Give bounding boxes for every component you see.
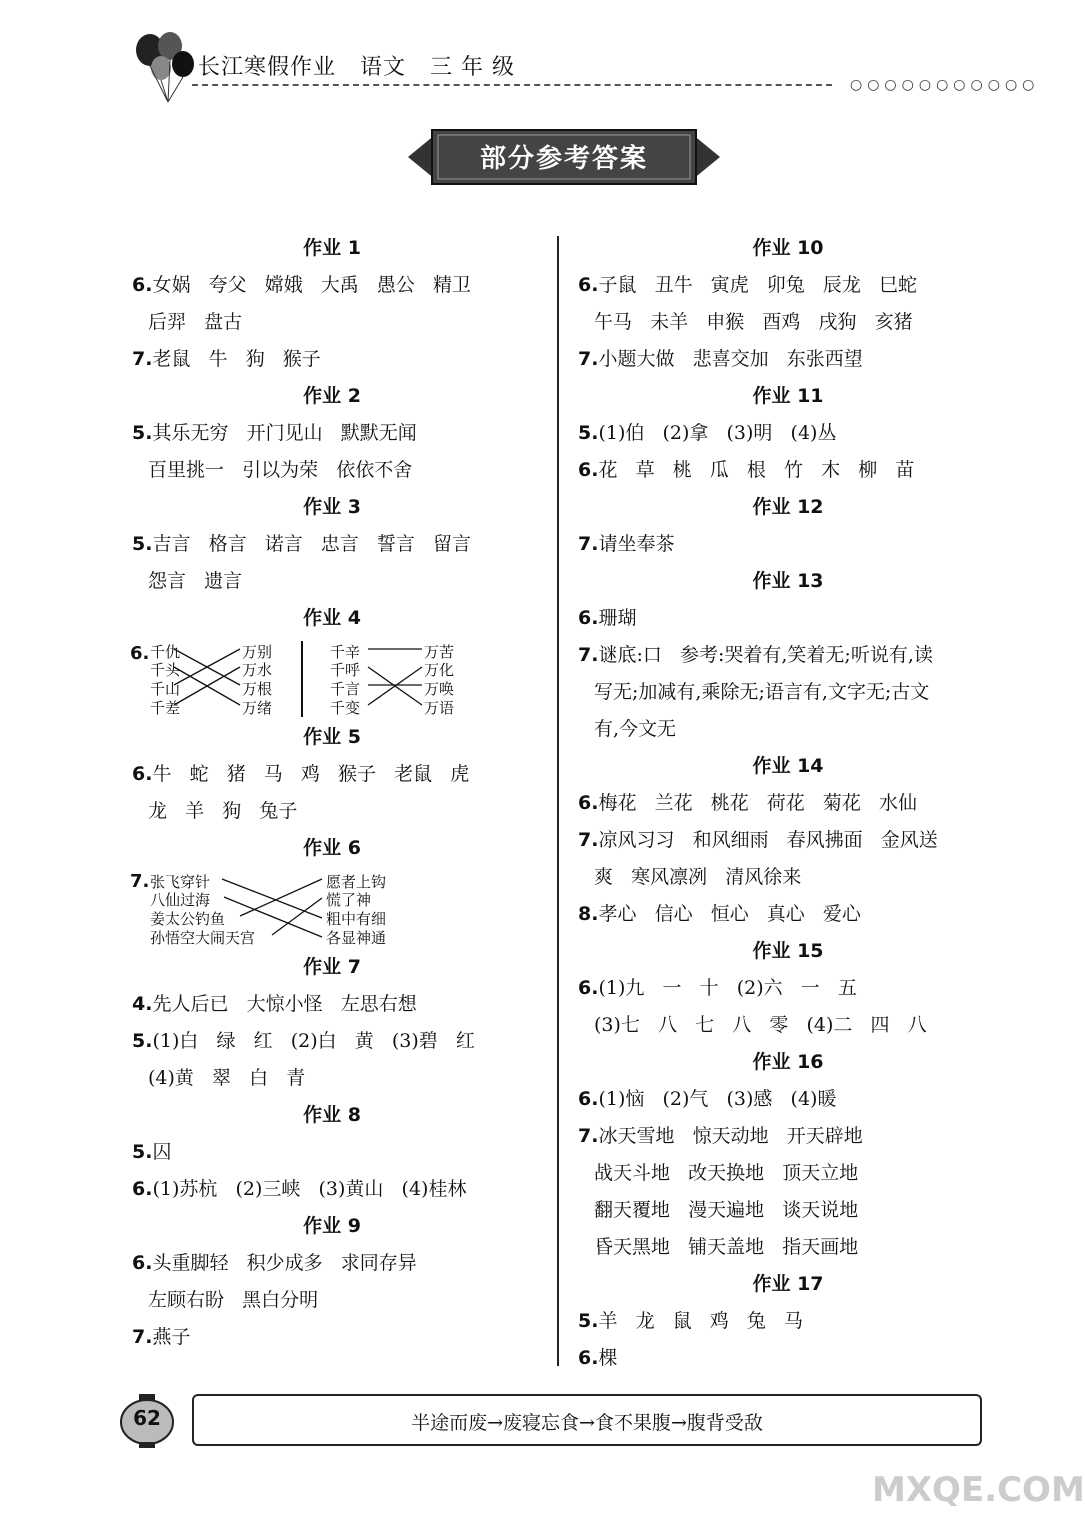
answer-line: 6.珊瑚 <box>578 607 637 629</box>
header-title: 长江寒假作业 语文 三 年 级 <box>198 55 515 80</box>
hw16-title: 作业 16 <box>752 1051 824 1073</box>
hw14-title: 作业 14 <box>752 755 824 777</box>
question-number: 6. <box>130 643 150 664</box>
hw3-title: 作业 3 <box>303 496 361 518</box>
hw2-title: 作业 2 <box>303 385 361 407</box>
hw4-matching <box>132 639 532 721</box>
answer-line: 7.燕子 <box>132 1326 191 1348</box>
match-item: 千山 <box>150 680 181 698</box>
answer-line: 6.花 草 桃 瓜 根 竹 木 柳 苗 <box>578 459 915 481</box>
answer-line: 龙 羊 狗 兔子 <box>148 800 298 822</box>
hw1-title: 作业 1 <box>303 237 361 259</box>
answer-line: 5.吉言 格言 诺言 忠言 誓言 留言 <box>132 533 472 555</box>
answer-line: 午马 未羊 申猴 酉鸡 戌狗 亥猪 <box>594 311 913 333</box>
match-item: 各显神通 <box>326 929 387 947</box>
match-item: 姜太公钓鱼 <box>150 910 226 928</box>
page-header <box>120 22 1040 102</box>
question-number: 7. <box>130 871 150 892</box>
answer-line: 写无;加减有,乘除无;语言有,文字无;古文 <box>594 681 930 703</box>
match-item: 万绪 <box>242 699 273 717</box>
answer-line: 6.(1)九 一 十 (2)六 一 五 <box>578 977 857 999</box>
hw10-title: 作业 10 <box>752 237 824 259</box>
match-item: 千仇 <box>150 643 181 661</box>
match-item: 万根 <box>242 680 273 698</box>
answer-line: 有,今文无 <box>594 718 677 740</box>
answer-line: 7.冰天雪地 惊天动地 开天辟地 <box>578 1125 863 1147</box>
hw4-title: 作业 4 <box>303 607 361 629</box>
hw8-title: 作业 8 <box>303 1104 361 1126</box>
answer-line: 4.先人后已 大惊小怪 左思右想 <box>132 993 417 1015</box>
answer-line: (4)黄 翠 白 青 <box>148 1067 306 1089</box>
answer-line: 5.(1)伯 (2)拿 (3)明 (4)丛 <box>578 422 837 444</box>
answer-line: 6.子鼠 丑牛 寅虎 卯兔 辰龙 巳蛇 <box>578 274 918 296</box>
answer-line: 爽 寒风凛冽 清风徐来 <box>594 866 802 888</box>
answer-line: 6.(1)苏杭 (2)三峡 (3)黄山 (4)桂林 <box>132 1178 467 1200</box>
answer-line: 6.棵 <box>578 1347 618 1369</box>
watermark: MXQE.COM <box>872 1470 1085 1510</box>
answer-line: 左顾右盼 黑白分明 <box>148 1289 319 1311</box>
match-item: 千变 <box>330 699 361 717</box>
right-column <box>578 232 998 1379</box>
header-dots: ○○○○○○○○○○○ <box>850 77 1040 93</box>
page-number-badge <box>118 1392 176 1450</box>
answer-line: 6.头重脚轻 积少成多 求同存异 <box>132 1252 417 1274</box>
answer-line: 7.凉风习习 和风细雨 春风拂面 金风送 <box>578 829 938 851</box>
hw6-title: 作业 6 <box>303 837 361 859</box>
answer-line: 6.梅花 兰花 桃花 荷花 菊花 水仙 <box>578 792 918 814</box>
match-item: 万水 <box>242 661 273 679</box>
match-item: 千差 <box>150 699 181 717</box>
left-column <box>132 232 532 1358</box>
page-number: 62 <box>133 1406 161 1430</box>
answer-line: 6.女娲 夸父 嫦娥 大禹 愚公 精卫 <box>132 274 472 296</box>
answer-line: 8.孝心 信心 恒心 真心 爱心 <box>578 903 861 925</box>
answer-line: 5.羊 龙 鼠 鸡 兔 马 <box>578 1310 804 1332</box>
match-item: 万苦 <box>424 643 455 661</box>
section-banner <box>408 128 720 186</box>
match-item: 八仙过海 <box>150 891 211 909</box>
answer-line: (3)七 八 七 八 零 (4)二 四 八 <box>594 1014 927 1036</box>
match-item: 千头 <box>150 661 181 679</box>
answer-line: 7.谜底:口 参考:哭着有,笑着无;听说有,读 <box>578 644 933 666</box>
balloon-icon <box>128 30 198 105</box>
hw15-title: 作业 15 <box>752 940 824 962</box>
answer-line: 后羿 盘古 <box>148 311 243 333</box>
hw5-title: 作业 5 <box>303 726 361 748</box>
hw7-title: 作业 7 <box>303 956 361 978</box>
banner-title: 部分参考答案 <box>479 144 648 174</box>
idiom-scroll <box>192 1394 982 1446</box>
hw17-title: 作业 17 <box>752 1273 824 1295</box>
header-divider <box>192 84 832 86</box>
hw6-matching <box>132 869 532 951</box>
match-item: 千辛 <box>330 643 361 661</box>
hw11-title: 作业 11 <box>752 385 824 407</box>
match-item: 千呼 <box>330 661 361 679</box>
match-item: 孙悟空大闹天宫 <box>150 929 256 947</box>
idiom-chain: 半途而废→废寝忘食→食不果腹→腹背受敌 <box>411 1412 763 1434</box>
match-item: 万别 <box>242 643 273 661</box>
answer-line: 百里挑一 引以为荣 依依不舍 <box>148 459 413 481</box>
answer-line: 5.(1)白 绿 红 (2)白 黄 (3)碧 红 <box>132 1030 475 1052</box>
answer-line: 怨言 遗言 <box>148 570 243 592</box>
match-item: 愿者上钩 <box>326 873 387 891</box>
match-item: 张飞穿针 <box>150 873 211 891</box>
match-item: 粗中有细 <box>326 910 387 928</box>
answer-line: 6.(1)恼 (2)气 (3)感 (4)暖 <box>578 1088 837 1110</box>
answer-line: 6.牛 蛇 猪 马 鸡 猴子 老鼠 虎 <box>132 763 470 785</box>
hw12-title: 作业 12 <box>752 496 824 518</box>
hw9-title: 作业 9 <box>303 1215 361 1237</box>
answer-line: 战天斗地 改天换地 顶天立地 <box>594 1162 859 1184</box>
answer-line: 7.小题大做 悲喜交加 东张西望 <box>578 348 863 370</box>
match-item: 万唤 <box>424 680 455 698</box>
answer-line: 7.老鼠 牛 狗 猴子 <box>132 348 321 370</box>
match-item: 万化 <box>424 661 455 679</box>
answer-line: 7.请坐奉茶 <box>578 533 675 555</box>
answer-line: 5.囚 <box>132 1141 172 1163</box>
match-item: 慌了神 <box>326 891 372 909</box>
column-divider <box>557 236 559 1366</box>
answer-line: 翻天覆地 漫天遍地 谈天说地 <box>594 1199 859 1221</box>
hw13-title: 作业 13 <box>752 570 824 592</box>
match-item: 万语 <box>424 699 455 717</box>
page-footer <box>118 1388 988 1452</box>
match-item: 千言 <box>330 680 361 698</box>
answer-line: 昏天黑地 铺天盖地 指天画地 <box>594 1236 859 1258</box>
answer-line: 5.其乐无穷 开门见山 默默无闻 <box>132 422 417 444</box>
